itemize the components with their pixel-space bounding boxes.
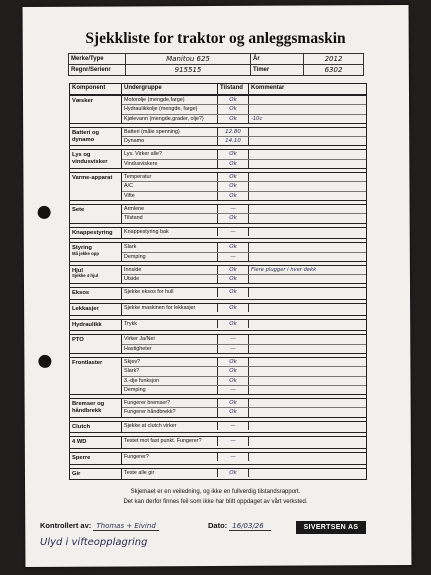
component-name-text: Clutch (72, 423, 91, 430)
component-name-text: PTO (72, 337, 84, 344)
checklist-row (122, 453, 366, 461)
date-field (208, 521, 271, 531)
status-value: Ok (218, 367, 249, 375)
subgroup-label: Fungerer håndbrekk? (122, 408, 218, 416)
status-value: Ok (218, 275, 249, 283)
status-value: 12.80 (218, 128, 249, 136)
component-group (70, 334, 366, 353)
checklist-row (122, 320, 366, 328)
checklist-row (122, 205, 366, 214)
status-value: Ok (218, 192, 249, 200)
component-name-text: Lekkasjer (72, 306, 99, 313)
subgroup-label: Vindusviskere (122, 160, 218, 168)
subgroup-label: Demping (122, 253, 218, 261)
status-value: Ok (218, 469, 249, 477)
checklist-row (122, 228, 366, 236)
component-group (70, 287, 366, 299)
subgroup-label: Fungerer? (122, 453, 218, 461)
checklist-row (122, 469, 366, 477)
component-group (70, 204, 366, 223)
subgroup-label: Sjekke at clutch virker (122, 422, 218, 430)
checklist-row (122, 214, 366, 222)
merke-value: Manitou 625 (126, 54, 251, 65)
subgroup-label: Testet mot fast punkt. Fungerer? (122, 437, 218, 445)
comment-value (249, 214, 366, 222)
component-name-text: Batteri og dynamo (72, 129, 100, 143)
subgroup-label: 3.-dje funksjon (122, 377, 218, 385)
component-group (70, 398, 366, 417)
component-group (70, 265, 366, 284)
status-value: Ok (218, 214, 249, 222)
component-name-text: Sete (72, 206, 85, 213)
subgroup-label: Utside (122, 275, 218, 283)
comment-value (249, 192, 366, 200)
handwritten-note: Ulyd i vifteopplagring (40, 537, 148, 548)
subgroup-label: Knappestyring bak (122, 228, 218, 236)
checklist-row (122, 243, 366, 252)
checklist-row (122, 173, 366, 182)
checklist-row (122, 304, 366, 312)
punch-hole (38, 355, 51, 368)
component-name (70, 173, 122, 200)
comment-value (249, 137, 366, 145)
subgroup-label: Demping (122, 386, 218, 394)
column-header-row (70, 84, 366, 95)
component-name-text: Lys og vindusvisker (72, 152, 108, 166)
checklist-row (122, 335, 366, 344)
subgroup-label: Sjekke eksos for hull (122, 288, 218, 296)
comment-value (249, 150, 366, 158)
component-name-text: Knappestyring (72, 229, 113, 236)
comment-value (249, 304, 366, 312)
checklist-row (122, 192, 366, 200)
component-name (70, 288, 122, 299)
subgroup-label: Fungerer bremser? (122, 399, 218, 407)
subgroup-label: Hydraulikkolje (mengde, farge) (122, 105, 218, 113)
component-name-text: Bremser og håndbrekk (72, 401, 105, 414)
subgroup-label: Batteri (måle spenning) (122, 128, 218, 136)
component-group (70, 227, 366, 239)
checklist-row (122, 437, 366, 445)
status-value: Ok (218, 399, 249, 407)
component-name (70, 422, 122, 433)
subgroup-label: A/C (122, 182, 218, 190)
component-name-text: Eksos (72, 290, 90, 297)
comment-value (249, 275, 366, 283)
col-undergruppe: Undergruppe (122, 84, 218, 94)
comment-value (249, 105, 366, 113)
status-value: Ok (218, 358, 249, 366)
component-group (70, 149, 366, 168)
checklist-row (122, 182, 366, 191)
checklist-row (122, 160, 366, 168)
checklist-row (122, 275, 366, 283)
component-name-text: 4 WD (72, 439, 87, 446)
status-value: Ok (218, 150, 249, 158)
comment-value (249, 469, 366, 477)
subgroup-label: Kjølevann (mengde,grader, olje?) (122, 115, 218, 123)
checklist-row (122, 288, 366, 296)
status-value: Ok (218, 160, 249, 168)
status-value: 14.10 (218, 137, 249, 145)
status-value: — (218, 386, 249, 394)
comment-value: Flere plugger i hver dekk (251, 266, 317, 273)
status-value: Ok (218, 182, 249, 190)
component-name (70, 320, 122, 331)
status-value: — (218, 345, 249, 353)
component-name-text: Hydraulikk (72, 321, 102, 328)
comment-value (249, 377, 366, 385)
checklist-row (122, 115, 366, 123)
component-name (70, 205, 122, 223)
comment-value (249, 173, 366, 181)
vehicle-info-table (68, 53, 364, 76)
component-group (70, 303, 366, 315)
component-group (70, 421, 366, 433)
status-value: — (218, 228, 249, 236)
status-value: Ok (218, 115, 249, 123)
subgroup-label: Dynamo (122, 137, 218, 145)
status-value: Ok (218, 288, 249, 296)
checklist-row (122, 345, 366, 353)
status-value: — (218, 453, 249, 461)
inspected-by-label: Kontrollert av: (40, 521, 92, 530)
timer-value: 6302 (304, 65, 364, 76)
component-subnote: Må jekke opp (72, 250, 99, 256)
subgroup-label: Slark (122, 243, 218, 251)
checklist-row (122, 358, 366, 367)
component-group (70, 357, 366, 394)
checklist-row (122, 399, 366, 408)
subgroup-label: Skjev? (122, 358, 218, 366)
component-group (70, 468, 366, 480)
comment-value (249, 243, 366, 251)
date-value: 16/03/26 (229, 522, 271, 531)
comment-value (249, 253, 366, 261)
subgroup-label: Tilstand (122, 214, 218, 222)
component-name (70, 96, 122, 123)
comment-value (249, 128, 366, 136)
ar-value: 2012 (304, 54, 364, 65)
status-value: Ok (218, 173, 249, 181)
component-name (70, 128, 122, 146)
comment-value (249, 422, 366, 430)
status-value: — (218, 205, 249, 213)
component-name (70, 304, 122, 315)
comment-value (249, 288, 366, 296)
checklist-row (122, 266, 366, 275)
status-value: Ok (218, 243, 249, 251)
page-title: Sjekkliste for traktor og anleggsmaskin (85, 30, 346, 47)
checklist-row (122, 408, 366, 416)
subgroup-label: Virker Ja/Nei (122, 335, 218, 343)
comment-value (249, 437, 366, 445)
component-subnote: Sjekke 4 hjul (72, 273, 99, 279)
component-name (70, 335, 122, 353)
comment-value (249, 386, 366, 394)
subgroup-label: Lys. Virker alle? (122, 150, 218, 158)
component-group (70, 127, 366, 146)
component-group (70, 319, 366, 331)
comment-value (249, 96, 366, 104)
comment-value (249, 345, 366, 353)
ar-label: År (251, 54, 304, 65)
brand-logo: SIVERTSEN AS (296, 521, 366, 534)
status-value: Ok (218, 96, 249, 104)
status-value: — (218, 335, 249, 343)
component-name-text: Styring (72, 245, 92, 252)
status-value: Ok (218, 377, 249, 385)
component-name-text: Hjul (72, 267, 83, 274)
component-name (70, 358, 122, 394)
merke-label: Merke/Type (69, 54, 126, 65)
regnr-label: Regnr/Serienr (69, 65, 126, 76)
checklist-row (122, 422, 366, 430)
component-name (70, 437, 122, 448)
subgroup-label: Sjekke maskinen for lekkasjer (122, 304, 218, 312)
checklist-table (69, 83, 367, 480)
component-group (70, 95, 366, 123)
component-name (70, 399, 122, 417)
inspected-by (40, 521, 159, 531)
comment-value (249, 408, 366, 416)
checklist-row (122, 128, 366, 137)
component-group (70, 242, 366, 261)
status-value: Ok (218, 266, 249, 274)
subgroup-label: Vifte (122, 192, 218, 200)
inspected-by-value: Thomas + Eivind (93, 522, 159, 531)
disclaimer-line-1: Skjemaet er en veiledning, og ikke en fullverdig tilstandsrapport. (130, 489, 301, 495)
component-name (70, 228, 122, 239)
col-komponent: Komponent (70, 84, 122, 94)
checklist-row (122, 137, 366, 145)
checklist-row (122, 253, 366, 261)
subgroup-label: Temperatur (122, 173, 218, 181)
component-name-text: Væsker (72, 98, 93, 104)
comment-value (249, 205, 366, 213)
comment-value (249, 182, 366, 190)
timer-label: Timer (251, 65, 304, 76)
status-value: — (218, 253, 249, 261)
col-kommentar: Kommentar (251, 85, 285, 91)
component-name (70, 266, 122, 284)
subgroup-label: Armlene (122, 205, 218, 213)
status-value: Ok (218, 304, 249, 312)
comment-value (249, 453, 366, 461)
comment-value (249, 160, 366, 168)
comment-value (249, 358, 366, 366)
component-group (70, 436, 366, 448)
checklist-row (122, 367, 366, 376)
component-name (70, 243, 122, 261)
status-value: Ok (218, 105, 249, 113)
checklist-row (122, 150, 366, 159)
comment-value (249, 335, 366, 343)
subgroup-label: Trykk (122, 320, 218, 328)
comment-value (249, 320, 366, 328)
comment-value: -10c (251, 115, 263, 122)
date-label: Dato: (208, 521, 228, 530)
subgroup-label: Hastigheter (122, 345, 218, 353)
subgroup-label: Motorolje (mengde,farge) (122, 96, 218, 104)
subgroup-label: Slark? (122, 367, 218, 375)
component-name (70, 453, 122, 464)
status-value: — (218, 437, 249, 445)
component-name-text: Sperre (72, 455, 91, 462)
regnr-value: 915515 (126, 65, 251, 76)
status-value: Ok (218, 320, 249, 328)
subgroup-label: Innside (122, 266, 218, 274)
checklist-row (122, 386, 366, 394)
checklist-row (122, 96, 366, 105)
component-name (70, 469, 122, 480)
component-name-text: Frontlaster (72, 359, 103, 366)
comment-value (249, 367, 366, 375)
subgroup-label: Teste alle gir (122, 469, 218, 477)
component-name (70, 150, 122, 168)
status-value: Ok (218, 408, 249, 416)
punch-hole (38, 206, 51, 219)
component-name-text: Varme-apparat (72, 175, 113, 182)
component-group (70, 452, 366, 464)
status-value: — (218, 422, 249, 430)
component-name-text: Gir (72, 470, 81, 477)
checklist-row (122, 105, 366, 114)
comment-value (249, 228, 366, 236)
comment-value (249, 399, 366, 407)
col-tilstand: Tilstand (218, 84, 249, 94)
disclaimer-line-2: Det kan derfor finnes feil som ikke har blitt oppdaget av vårt verksted. (123, 499, 308, 505)
component-group (70, 172, 366, 200)
checklist-row (122, 377, 366, 386)
